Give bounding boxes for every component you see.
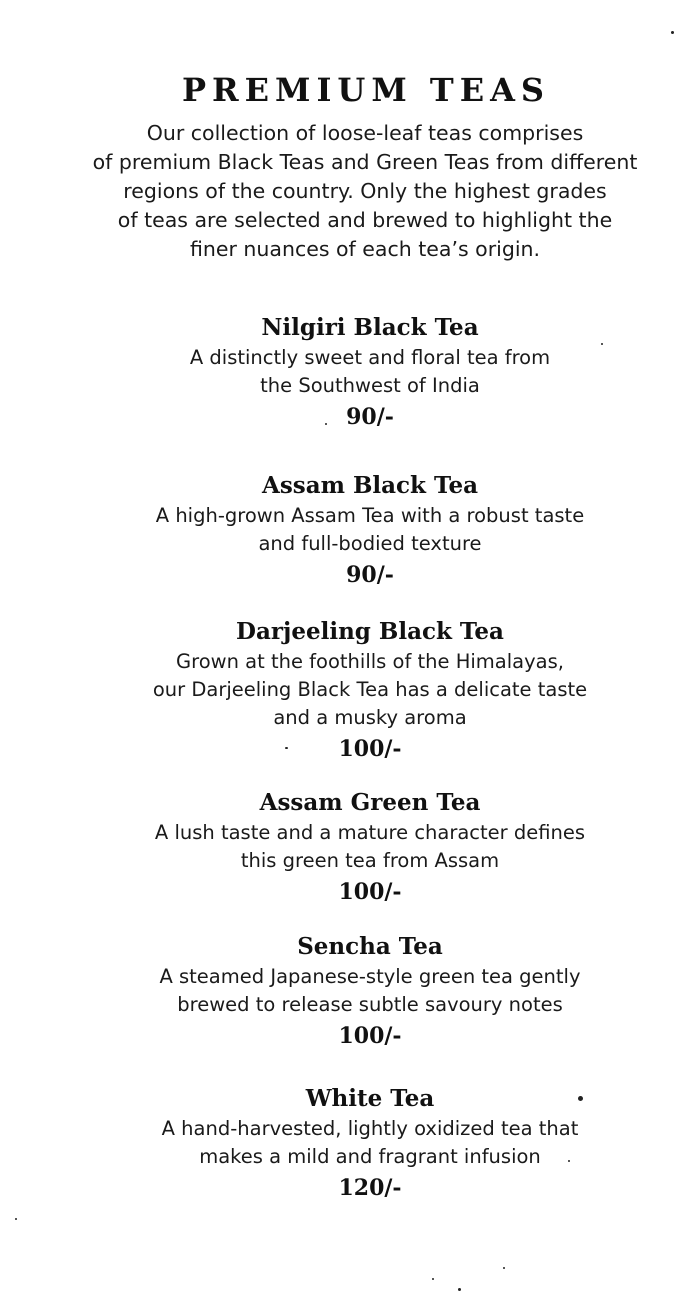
item-name: Darjeeling Black Tea (236, 618, 504, 645)
intro-line: finer nuances of each tea’s origin. (189, 237, 541, 261)
item-description-line: A distinctly sweet and floral tea from (189, 346, 551, 369)
item-name: Sencha Tea (297, 933, 443, 960)
item-name: Assam Green Tea (259, 789, 481, 816)
item-price: 100/- (338, 1023, 402, 1049)
scan-speck (325, 423, 327, 425)
item-description-line: Grown at the foothills of the Himalayas, (176, 650, 564, 673)
menu-item-assam-green-tea (95, 787, 645, 909)
item-name: White Tea (305, 1085, 435, 1112)
intro-line: of teas are selected and brewed to highlight the (117, 208, 613, 232)
item-name: Assam Black Tea (261, 472, 479, 499)
item-description (95, 344, 645, 400)
item-description (95, 648, 645, 732)
item-description-line: A hand-harvested, lightly oxidized tea that (161, 1117, 579, 1140)
item-price: 100/- (338, 879, 402, 905)
item-description-line: makes a mild and fragrant infusion (199, 1145, 541, 1168)
item-description-line: A steamed Japanese-style green tea gently (159, 965, 581, 988)
page-title: PREMIUM TEAS (181, 71, 551, 109)
scan-speck (458, 1288, 461, 1291)
scan-speck (671, 31, 674, 34)
item-description-line: this green tea from Assam (240, 849, 500, 872)
item-price: 120/- (338, 1175, 402, 1201)
menu-item-nilgiri-black-tea (95, 312, 645, 434)
intro-line: Our collection of loose-leaf teas comprises (146, 121, 584, 145)
scan-speck (568, 1160, 570, 1162)
scan-speck (285, 747, 288, 749)
scan-speck (578, 1096, 583, 1101)
item-name: Nilgiri Black Tea (261, 314, 479, 341)
item-price: 90/- (346, 404, 394, 430)
menu-item-assam-black-tea (95, 470, 645, 592)
item-description-line: the Southwest of India (260, 374, 480, 397)
item-description (95, 819, 645, 875)
scan-speck (432, 1278, 434, 1280)
scan-speck (15, 1218, 17, 1220)
item-description-line: and full-bodied texture (258, 532, 482, 555)
item-description-line: brewed to release subtle savoury notes (177, 993, 563, 1016)
item-description-line: A lush taste and a mature character defines (154, 821, 586, 844)
item-price: 100/- (338, 736, 402, 762)
intro-paragraph (80, 119, 650, 264)
item-description (95, 1115, 645, 1171)
item-price: 90/- (346, 562, 394, 588)
scan-speck (503, 1267, 505, 1269)
scan-speck (601, 343, 603, 345)
item-description-line: our Darjeeling Black Tea has a delicate taste (152, 678, 588, 701)
item-description (95, 502, 645, 558)
item-description-line: A high-grown Assam Tea with a robust taste (155, 504, 585, 527)
intro-line: regions of the country. Only the highest grades (123, 179, 607, 203)
menu-item-white-tea (95, 1083, 645, 1205)
item-description-line: and a musky aroma (273, 706, 467, 729)
item-description (95, 963, 645, 1019)
menu-item-sencha-tea (95, 931, 645, 1053)
intro-line: of premium Black Teas and Green Teas from different (92, 150, 638, 174)
menu-item-darjeeling-black-tea (95, 616, 645, 766)
